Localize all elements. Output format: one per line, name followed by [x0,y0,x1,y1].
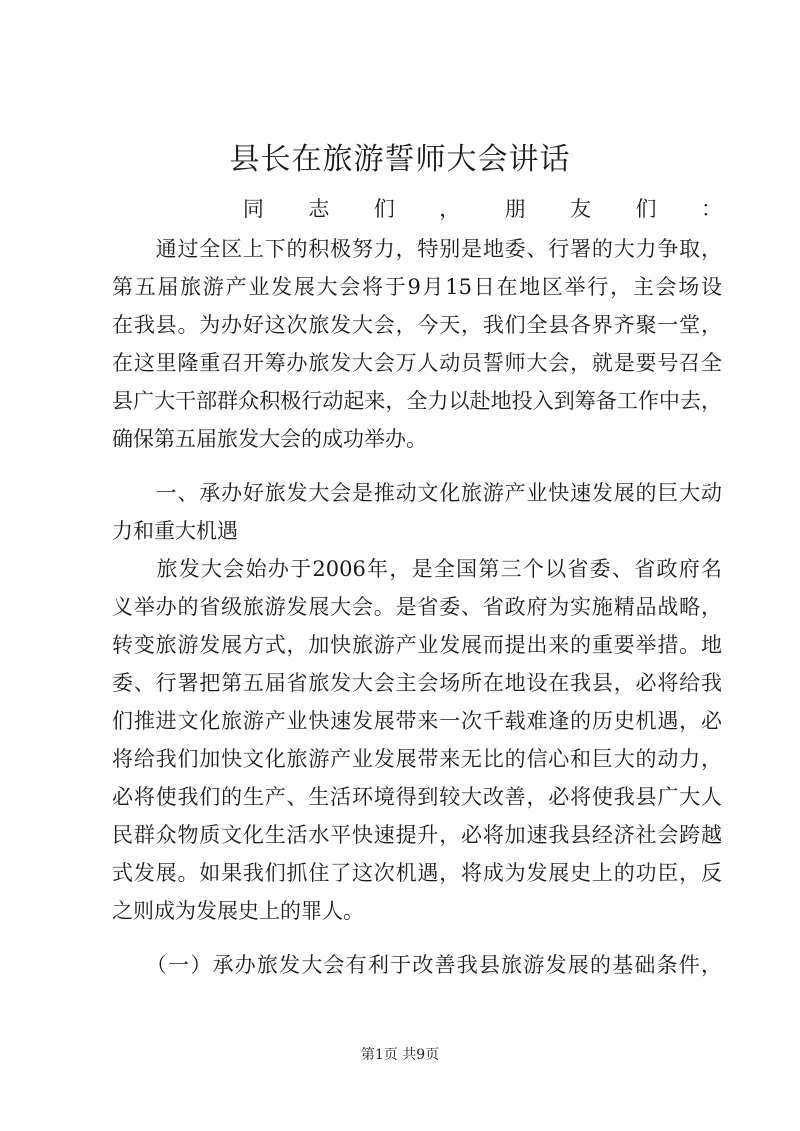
page-number-footer: 第1页 共9页 [360,1047,440,1063]
body-line: 第五届旅游产业发展大会将于9月15日在地区举行，主会场设 [112,275,722,299]
subsection-heading-line: （一）承办旅发大会有利于改善我县旅游发展的基础条件， [112,953,722,977]
body-line: 在这里隆重召开筹办旅发大会万人动员誓师大会，就是要号召全 [112,351,722,375]
body-line: 们推进文化旅游产业快速发展带来一次千载难逢的历史机遇，必 [112,709,722,733]
body-line: 在我县。为办好这次旅发大会，今天，我们全县各界齐聚一堂， [112,313,722,337]
body-line: 委、行署把第五届省旅发大会主会场所在地设在我县，必将给我 [112,671,722,695]
body-line: 转变旅游发展方式，加快旅游产业发展而提出来的重要举措。地 [112,633,722,657]
body-line: 县广大干部群众积极行动起来，全力以赴地投入到筹备工作中去， [112,389,722,413]
body-line: 之则成为发展史上的罪人。 [112,899,364,923]
body-line: 义举办的省级旅游发展大会。是省委、省政府为实施精品战略， [112,595,722,619]
body-line: 民群众物质文化生活水平快速提升，必将加速我县经济社会跨越 [112,823,722,847]
document-title: 县长在旅游誓师大会讲话 [229,142,571,177]
body-line: 必将使我们的生产、生活环境得到较大改善，必将使我县广大人 [112,785,722,809]
section-heading-line: 力和重大机遇 [112,519,238,543]
section-heading-line: 一、承办好旅发大会是推动文化旅游产业快速发展的巨大动 [112,481,722,505]
body-line: 将给我们加快文化旅游产业发展带来无比的信心和巨大的动力， [112,747,722,771]
body-line: 确保第五届旅发大会的成功举办。 [112,427,427,451]
body-line: 式发展。如果我们抓住了这次机遇，将成为发展史上的功臣，反 [112,861,722,885]
body-line: 同志们，朋友们： [112,197,722,221]
body-line: 旅发大会始办于2006年，是全国第三个以省委、省政府名 [112,557,722,581]
body-line: 通过全区上下的积极努力，特别是地委、行署的大力争取， [112,237,722,261]
